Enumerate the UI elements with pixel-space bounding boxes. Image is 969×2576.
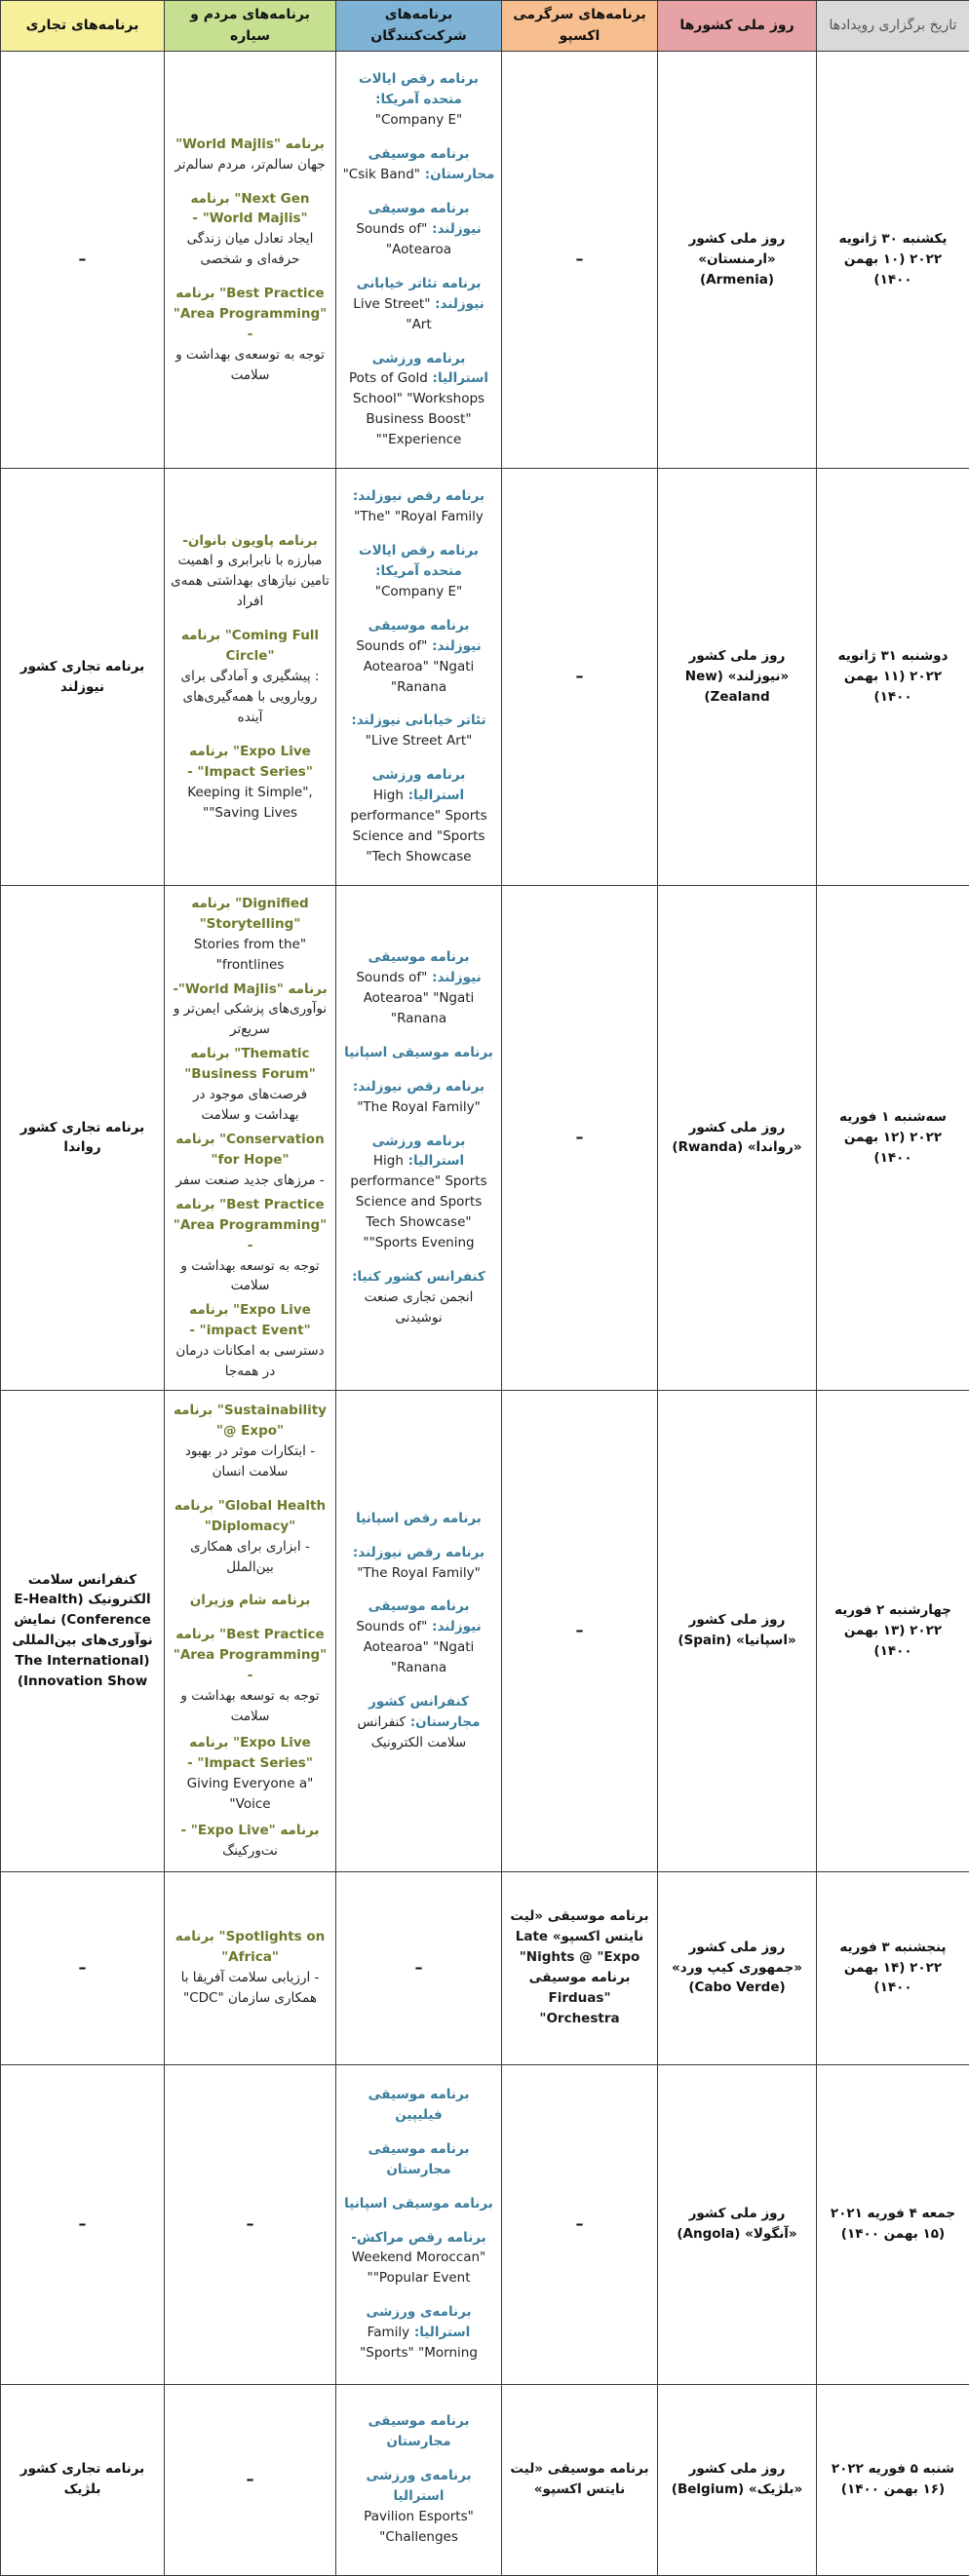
program-item: برنامه موسیقی مجارستان xyxy=(342,2411,495,2452)
program-item: برنامه موسیقی نیوزلند: "Sounds of Aotearoa" "Ngati Ranana" xyxy=(342,616,495,698)
program-item: برنامه ورزشی استرالیا: High performance" Sports Science and Sports Tech Showcase" "Sports Evening" xyxy=(342,1132,495,1254)
national-day-cell: روز ملی کشور «ارمنستان» (Armenia) xyxy=(658,52,817,469)
participant-programs-cell: – xyxy=(336,1871,502,2064)
national-day-cell: روز ملی کشور «نیوزلند» (New Zealand) xyxy=(658,469,817,886)
participant-programs-cell xyxy=(336,885,502,1390)
program-item: برنامه پاویون بانوان- مبارزه با نابرابری و اهمیت تامین نیازهای بهداشتی همه‌ی افراد xyxy=(171,531,329,613)
program-item: Best Practice" برنامه "Area Programming" - توجه به توسعه بهداشت و سلامت xyxy=(171,1195,329,1297)
program-item: برنامه شام وزیران xyxy=(171,1591,329,1611)
program-item: برنامه موسیقی نیوزلند: "Sounds of Aotearoa" "Ngati Ranana" xyxy=(342,1596,495,1678)
program-item: Best Practice" برنامه "Area Programming" - توجه به توسعه‌ی بهداشت و سلامت xyxy=(171,284,329,386)
program-item: Spotlights on" برنامه "Africa" - ارزیابی سلامت آفریقا با همکاری سازمان "CDC" xyxy=(171,1927,329,2009)
program-item: Sustainability" برنامه "Expo @" - ابتکارات موثر در بهبود سلامت انسان xyxy=(171,1401,329,1482)
people-planet-cell xyxy=(165,1871,336,2064)
business-cell: برنامه تجاری کشور نیوزلند xyxy=(1,469,165,886)
business-cell: – xyxy=(1,1871,165,2064)
program-item: کنفرانس کشور مجارستان: کنفرانس سلامت الکترونیک xyxy=(342,1692,495,1753)
program-item: برنامه رقص ایالات متحده آمریکا: "Company E" xyxy=(342,69,495,131)
date-cell: شنبه ۵ فوریه ۲۰۲۲ (۱۶ بهمن ۱۴۰۰) xyxy=(817,2384,969,2575)
participant-programs-cell xyxy=(336,1391,502,1871)
table-row xyxy=(1,2064,969,2384)
expo-entertainment-cell: برنامه موسیقی «لیت نایتس اکسپو» Late Nights @ "Expo" برنامه موسیقی "Firduas Orchestra" xyxy=(502,1871,658,2064)
business-cell: کنفرانس سلامت الکترونیک (E-Health Conference) نمایش نوآوری‌های بین‌المللی (The International Innovation Show) xyxy=(1,1391,165,1871)
program-item: Thematic" برنامه "Business Forum" فرصت‌های موجود در بهداشت و سلامت xyxy=(171,1044,329,1126)
program-item: برنامه موسیقی نیوزلند: "Sounds of Aotearoa" xyxy=(342,199,495,260)
expo-entertainment-cell: – xyxy=(502,885,658,1390)
header-date: تاریخ برگزاری رویدادها xyxy=(817,1,969,52)
people-planet-cell xyxy=(165,1391,336,1871)
program-item: Global Health" برنامه "Diplomacy" - ابزاری برای همکاری بین‌الملل xyxy=(171,1496,329,1578)
program-item: Coming Full" برنامه "Circle : پیشگیری و آمادگی برای رویارویی با همه‌گیری‌های آینده xyxy=(171,626,329,728)
program-item: برنامه موسیقی اسپانیا xyxy=(342,1043,495,1063)
date-cell: پنجشنبه ۳ فوریه ۲۰۲۲ (۱۴ بهمن ۱۴۰۰) xyxy=(817,1871,969,2064)
header-expo-entertainment: برنامه‌های سرگرمی اکسپو xyxy=(502,1,658,52)
expo-entertainment-cell: برنامه موسیقی «لیت نایتس اکسپو» xyxy=(502,2384,658,2575)
participant-programs-cell xyxy=(336,469,502,886)
program-item: برنامه رقص نیوزلند: "The Royal Family" xyxy=(342,1077,495,1118)
expo-entertainment-cell: – xyxy=(502,469,658,886)
program-item: Expo Live" برنامه "Impact Series" - Giving Everyone a" "Voice xyxy=(171,1733,329,1815)
header-participant-programs: برنامه‌های شرکت‌کنندگان xyxy=(336,1,502,52)
program-item: برنامه‌ی ورزشی استرالیا: Family Sports" "Morning" xyxy=(342,2302,495,2364)
national-day-cell: روز ملی کشور «بلژیک» (Belgium) xyxy=(658,2384,817,2575)
program-item: برنامه "World Majlis" جهان سالم‌تر، مردم سالم‌تر xyxy=(171,135,329,175)
program-item: Expo Live" برنامه "impact Event" - دسترسی به امکانات درمان در همه‌جا xyxy=(171,1300,329,1382)
program-item: برنامه موسیقی اسپانیا xyxy=(342,2194,495,2214)
expo-entertainment-cell: – xyxy=(502,52,658,469)
table-row xyxy=(1,469,969,886)
table-row xyxy=(1,885,969,1390)
national-day-cell: روز ملی کشور «اسپانیا» (Spain) xyxy=(658,1391,817,1871)
date-cell: جمعه ۴ فوریه ۲۰۲۱ (۱۵ بهمن ۱۴۰۰) xyxy=(817,2064,969,2384)
program-item: برنامه رقص اسپانیا xyxy=(342,1509,495,1529)
people-planet-cell xyxy=(165,885,336,1390)
table-row xyxy=(1,1871,969,2064)
program-item: برنامه تئاتر خیابانی نیوزلند: "Live Street Art" xyxy=(342,274,495,335)
business-cell: برنامه تجاری کشور رواندا xyxy=(1,885,165,1390)
table-row xyxy=(1,52,969,469)
business-cell: – xyxy=(1,2064,165,2384)
people-planet-cell xyxy=(165,469,336,886)
program-item: برنامه موسیقی فیلیپین xyxy=(342,2085,495,2126)
people-planet-cell xyxy=(165,52,336,469)
program-item: برنامه رقص نیوزلند: The" "Royal Family" xyxy=(342,486,495,527)
program-item: برنامه رقص ایالات متحده آمریکا: "Company E" xyxy=(342,541,495,602)
people-planet-cell: – xyxy=(165,2064,336,2384)
program-item: برنامه رقص نیوزلند: "The Royal Family" xyxy=(342,1543,495,1584)
table-row xyxy=(1,1391,969,1871)
date-cell: یکشنبه ۳۰ ژانویه ۲۰۲۲ (۱۰ بهمن ۱۴۰۰) xyxy=(817,52,969,469)
date-cell: سه‌شنبه ۱ فوریه ۲۰۲۲ (۱۲ بهمن ۱۴۰۰) xyxy=(817,885,969,1390)
national-day-cell: روز ملی کشور «آنگولا» (Angola) xyxy=(658,2064,817,2384)
national-day-cell: روز ملی کشور «جمهوری کیپ ورد» (Cabo Verde) xyxy=(658,1871,817,2064)
people-planet-cell: – xyxy=(165,2384,336,2575)
participant-programs-cell xyxy=(336,2384,502,2575)
program-item: Dignified" برنامه "Storytelling" Stories from the" "frontlines xyxy=(171,894,329,976)
participant-programs-cell xyxy=(336,2064,502,2384)
program-item: Next Gen" برنامه "World Majlis" - ایجاد تعادل میان زندگی حرفه‌ای و شخصی xyxy=(171,189,329,271)
program-item: برنامه موسیقی مجارستان: "Csik Band" xyxy=(342,144,495,185)
program-item: برنامه ورزشی استرالیا: Pots of Gold School" "Workshops Business Boost" "Experience" xyxy=(342,349,495,451)
national-day-cell: روز ملی کشور «رواندا» (Rwanda) xyxy=(658,885,817,1390)
program-item: برنامه موسیقی نیوزلند: "Sounds of Aotearoa" "Ngati Ranana" xyxy=(342,947,495,1029)
participant-programs-cell xyxy=(336,52,502,469)
table-row xyxy=(1,2384,969,2575)
expo-entertainment-cell: – xyxy=(502,2064,658,2384)
business-cell: برنامه تجاری کشور بلژیک xyxy=(1,2384,165,2575)
header-people-planet: برنامه‌های مردم و سیاره xyxy=(165,1,336,52)
date-cell: دوشنبه ۳۱ ژانویه ۲۰۲۲ (۱۱ بهمن ۱۴۰۰) xyxy=(817,469,969,886)
program-item: کنفرانس کشور کنیا: انجمن تجاری صنعت نوشیدنی xyxy=(342,1267,495,1328)
program-item: Conservation" برنامه "for Hope" - مرزهای جدید صنعت سفر xyxy=(171,1130,329,1191)
expo-entertainment-cell: – xyxy=(502,1391,658,1871)
program-item: Expo Live" برنامه "Impact Series" - Keeping it Simple", "Saving Lives" xyxy=(171,742,329,824)
business-cell: – xyxy=(1,52,165,469)
program-item: تئاتر خیابانی نیوزلند: "Live Street Art" xyxy=(342,711,495,751)
program-item: برنامه موسیقی مجارستان xyxy=(342,2139,495,2180)
header-row xyxy=(1,1,969,52)
program-item: برنامه‌ی ورزشی استرالیا "Pavilion Esports Challenges" xyxy=(342,2466,495,2548)
header-national-day: روز ملی کشورها xyxy=(658,1,817,52)
program-item: برنامه "Expo Live" - نت‌ورکینگ xyxy=(171,1821,329,1862)
program-item: برنامه "World Majlis"- نوآوری‌های پزشکی ایمن‌تر و سریع‌تر xyxy=(171,980,329,1041)
date-cell: چهارشنبه ۲ فوریه ۲۰۲۲ (۱۳ بهمن ۱۴۰۰) xyxy=(817,1391,969,1871)
program-item: برنامه ورزشی استرالیا: High performance" Sports Science and "Sports Tech Showcase" xyxy=(342,765,495,867)
program-item: Best Practice" برنامه "Area Programming" - توجه به توسعه بهداشت و سلامت xyxy=(171,1625,329,1727)
program-item: برنامه رقص مراکش-Weekend Moroccan" "Popular Event" xyxy=(342,2228,495,2289)
header-business: برنامه‌های تجاری xyxy=(1,1,165,52)
